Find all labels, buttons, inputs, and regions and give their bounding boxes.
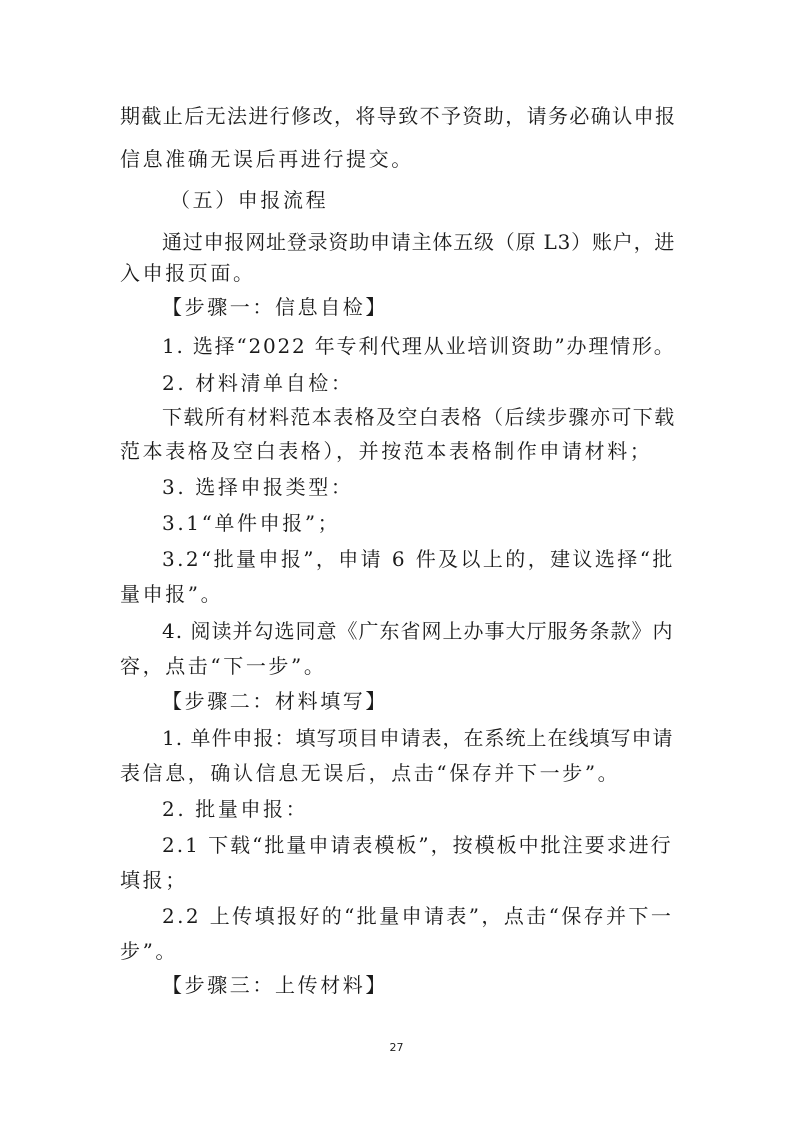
body-text-line: 容，点击“下一步”。 (120, 654, 327, 678)
section-heading: （五）申报流程 (170, 188, 329, 212)
body-text-line: 填报； (120, 868, 188, 892)
body-text-line: 步”。 (120, 939, 179, 963)
body-text-line: 表信息，确认信息无误后，点击“保存并下一步”。 (120, 761, 621, 785)
body-text-line: 2. 材料清单自检： (162, 371, 354, 395)
step-heading: 【步骤三：上传材料】 (162, 973, 388, 997)
body-text-line: 3.1“单件申报”； (162, 511, 341, 535)
body-text-line: 1. 单件申报：填写项目申请表，在系统上在线填写申请 (162, 726, 674, 750)
page-number: 27 (389, 1041, 404, 1054)
body-text-line: 1. 选择“2022 年专利代理从业培训资助”办理情形。 (162, 334, 676, 358)
step-heading: 【步骤一：信息自检】 (162, 295, 388, 319)
body-text-line: 入申报页面。 (120, 261, 256, 285)
body-text-line: 4. 阅读并勾选同意《广东省网上办事大厅服务条款》内 (162, 619, 674, 643)
step-heading: 【步骤二：材料填写】 (162, 689, 388, 713)
body-text-line: 2.2 上传填报好的“批量申请表”，点击“保存并下一 (162, 904, 674, 928)
body-text-line: 通过申报网址登录资助申请主体五级（原 L3）账户，进 (162, 230, 676, 254)
body-text-line: 3.2“批量申报”，申请 6 件及以上的，建议选择“批 (162, 547, 675, 571)
body-text-line: 期截止后无法进行修改，将导致不予资助，请务必确认申报 (120, 104, 677, 128)
body-text-line: 量申报”。 (120, 582, 224, 606)
body-text-line: 范本表格及空白表格），并按范本表格制作申请材料； (120, 439, 653, 463)
body-text-line: 信息准确无误后再进行提交。 (120, 147, 414, 171)
body-text-line: 下载所有材料范本表格及空白表格（后续步骤亦可下载 (162, 405, 676, 429)
body-text-line: 2.1 下载“批量申请表模板”，按模板中批注要求进行 (162, 833, 673, 857)
body-text-line: 2. 批量申报： (162, 797, 309, 821)
body-text-line: 3. 选择申报类型： (162, 475, 354, 499)
